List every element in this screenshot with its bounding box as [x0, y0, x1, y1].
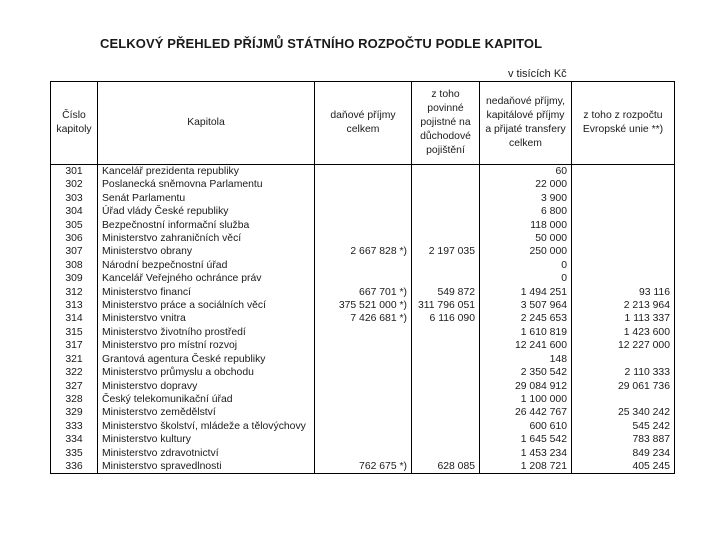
cell-eu: 1 423 600: [572, 326, 675, 339]
cell-pojisteni: 549 872: [412, 286, 480, 299]
cell-eu: [572, 219, 675, 232]
cell-pojisteni: [412, 393, 480, 406]
cell-pojisteni: [412, 232, 480, 245]
cell-eu: [572, 165, 675, 179]
table-body: [51, 165, 675, 474]
cell-eu: 12 227 000: [572, 339, 675, 352]
cell-kapitola: Národní bezpečnostní úřad: [98, 259, 315, 272]
cell-nedanove: 250 000: [480, 245, 572, 258]
cell-danove: [315, 259, 412, 272]
cell-cislo: 317: [51, 339, 98, 352]
cell-eu: 849 234: [572, 447, 675, 460]
cell-pojisteni: [412, 219, 480, 232]
cell-danove: [315, 393, 412, 406]
cell-nedanove: 29 084 912: [480, 380, 572, 393]
cell-danove: [315, 165, 412, 179]
cell-pojisteni: [412, 406, 480, 419]
cell-eu: 25 340 242: [572, 406, 675, 419]
cell-kapitola: Ministerstvo zemědělství: [98, 406, 315, 419]
cell-pojisteni: [412, 259, 480, 272]
cell-cislo: 304: [51, 205, 98, 218]
cell-danove: [315, 219, 412, 232]
cell-danove: [315, 353, 412, 366]
header-pojisteni: z toho povinné pojistné na důchodové pojištění: [412, 82, 480, 165]
cell-cislo: 307: [51, 245, 98, 258]
cell-eu: 29 061 736: [572, 380, 675, 393]
table-row: [51, 165, 675, 179]
cell-danove: [315, 433, 412, 446]
cell-cislo: 333: [51, 420, 98, 433]
cell-danove: [315, 420, 412, 433]
cell-cislo: 329: [51, 406, 98, 419]
cell-eu: 1 113 337: [572, 312, 675, 325]
cell-danove: 7 426 681 *): [315, 312, 412, 325]
table-row: [51, 433, 675, 446]
cell-pojisteni: [412, 339, 480, 352]
cell-eu: [572, 178, 675, 191]
cell-kapitola: Ministerstvo kultury: [98, 433, 315, 446]
budget-table: [50, 81, 675, 474]
table-row: [51, 312, 675, 325]
cell-cislo: 303: [51, 192, 98, 205]
cell-eu: 405 245: [572, 460, 675, 474]
cell-cislo: 306: [51, 232, 98, 245]
cell-cislo: 334: [51, 433, 98, 446]
header-kapitola: Kapitola: [98, 82, 315, 165]
cell-pojisteni: [412, 326, 480, 339]
cell-danove: [315, 192, 412, 205]
cell-kapitola: Ministerstvo školství, mládeže a tělovýchovy: [98, 420, 315, 433]
table-row: [51, 205, 675, 218]
cell-cislo: 302: [51, 178, 98, 191]
page-title: CELKOVÝ PŘEHLED PŘÍJMŮ STÁTNÍHO ROZPOČTU PODLE KAPITOL: [100, 36, 543, 51]
cell-pojisteni: 6 116 090: [412, 312, 480, 325]
cell-danove: [315, 178, 412, 191]
cell-nedanove: 0: [480, 272, 572, 285]
cell-kapitola: Ministerstvo pro místní rozvoj: [98, 339, 315, 352]
cell-cislo: 312: [51, 286, 98, 299]
cell-pojisteni: [412, 420, 480, 433]
cell-eu: 93 116: [572, 286, 675, 299]
cell-pojisteni: [412, 366, 480, 379]
cell-kapitola: Grantová agentura České republiky: [98, 353, 315, 366]
cell-danove: [315, 366, 412, 379]
cell-eu: [572, 393, 675, 406]
cell-nedanove: 12 241 600: [480, 339, 572, 352]
cell-danove: [315, 406, 412, 419]
table-row: [51, 460, 675, 474]
cell-nedanove: 3 900: [480, 192, 572, 205]
cell-cislo: 336: [51, 460, 98, 474]
table-row: [51, 326, 675, 339]
cell-cislo: 328: [51, 393, 98, 406]
header-danove: daňové příjmy celkem: [315, 82, 412, 165]
cell-danove: [315, 326, 412, 339]
cell-danove: [315, 447, 412, 460]
cell-kapitola: Ministerstvo obrany: [98, 245, 315, 258]
cell-pojisteni: [412, 433, 480, 446]
cell-nedanove: 0: [480, 259, 572, 272]
table-row: [51, 447, 675, 460]
cell-eu: 2 213 964: [572, 299, 675, 312]
cell-eu: [572, 245, 675, 258]
cell-danove: 375 521 000 *): [315, 299, 412, 312]
cell-cislo: 314: [51, 312, 98, 325]
cell-kapitola: Ministerstvo zdravotnictví: [98, 447, 315, 460]
cell-nedanove: 600 610: [480, 420, 572, 433]
cell-nedanove: 2 245 653: [480, 312, 572, 325]
cell-kapitola: Ministerstvo životního prostředí: [98, 326, 315, 339]
table-row: [51, 299, 675, 312]
table-row: [51, 420, 675, 433]
table-row: [51, 259, 675, 272]
cell-eu: 2 110 333: [572, 366, 675, 379]
cell-danove: [315, 339, 412, 352]
cell-pojisteni: [412, 178, 480, 191]
cell-danove: [315, 380, 412, 393]
cell-eu: [572, 192, 675, 205]
cell-pojisteni: 628 085: [412, 460, 480, 474]
cell-eu: 783 887: [572, 433, 675, 446]
cell-cislo: 308: [51, 259, 98, 272]
cell-danove: [315, 205, 412, 218]
cell-nedanove: 22 000: [480, 178, 572, 191]
cell-pojisteni: [412, 447, 480, 460]
cell-eu: [572, 205, 675, 218]
cell-nedanove: 1 100 000: [480, 393, 572, 406]
unit-label: v tisících Kč: [508, 68, 567, 80]
table-row: [51, 272, 675, 285]
cell-kapitola: Ministerstvo dopravy: [98, 380, 315, 393]
cell-danove: 2 667 828 *): [315, 245, 412, 258]
cell-pojisteni: 311 796 051: [412, 299, 480, 312]
table-row: [51, 178, 675, 191]
cell-pojisteni: [412, 192, 480, 205]
cell-nedanove: 3 507 964: [480, 299, 572, 312]
header-nedanove: nedaňové příjmy, kapitálové příjmy a přijaté transfery celkem: [480, 82, 572, 165]
cell-cislo: 305: [51, 219, 98, 232]
cell-eu: [572, 353, 675, 366]
cell-eu: [572, 272, 675, 285]
cell-nedanove: 1 645 542: [480, 433, 572, 446]
cell-nedanove: 50 000: [480, 232, 572, 245]
cell-kapitola: Ministerstvo průmyslu a obchodu: [98, 366, 315, 379]
table-row: [51, 366, 675, 379]
table-row: [51, 353, 675, 366]
cell-nedanove: 118 000: [480, 219, 572, 232]
cell-cislo: 313: [51, 299, 98, 312]
cell-cislo: 309: [51, 272, 98, 285]
cell-cislo: 327: [51, 380, 98, 393]
cell-nedanove: 1 208 721: [480, 460, 572, 474]
cell-nedanove: 148: [480, 353, 572, 366]
table-row: [51, 219, 675, 232]
cell-cislo: 301: [51, 165, 98, 179]
cell-nedanove: 6 800: [480, 205, 572, 218]
table-row: [51, 339, 675, 352]
cell-nedanove: 26 442 767: [480, 406, 572, 419]
cell-kapitola: Senát Parlamentu: [98, 192, 315, 205]
table-row: [51, 192, 675, 205]
cell-kapitola: Český telekomunikační úřad: [98, 393, 315, 406]
cell-danove: [315, 272, 412, 285]
table-row: [51, 380, 675, 393]
table-row: [51, 232, 675, 245]
header-eu: z toho z rozpočtu Evropské unie **): [572, 82, 675, 165]
cell-kapitola: Ministerstvo zahraničních věcí: [98, 232, 315, 245]
cell-pojisteni: [412, 205, 480, 218]
table-row: [51, 286, 675, 299]
cell-kapitola: Ministerstvo financí: [98, 286, 315, 299]
cell-kapitola: Ministerstvo práce a sociálních věcí: [98, 299, 315, 312]
cell-kapitola: Kancelář Veřejného ochránce práv: [98, 272, 315, 285]
cell-nedanove: 1 610 819: [480, 326, 572, 339]
cell-nedanove: 60: [480, 165, 572, 179]
cell-eu: 545 242: [572, 420, 675, 433]
cell-eu: [572, 232, 675, 245]
cell-pojisteni: [412, 272, 480, 285]
cell-nedanove: 1 494 251: [480, 286, 572, 299]
cell-cislo: 315: [51, 326, 98, 339]
table-header: [51, 82, 675, 165]
cell-danove: [315, 232, 412, 245]
cell-kapitola: Bezpečnostní informační služba: [98, 219, 315, 232]
cell-kapitola: Poslanecká sněmovna Parlamentu: [98, 178, 315, 191]
cell-pojisteni: 2 197 035: [412, 245, 480, 258]
table-row: [51, 393, 675, 406]
cell-nedanove: 2 350 542: [480, 366, 572, 379]
cell-danove: 762 675 *): [315, 460, 412, 474]
cell-nedanove: 1 453 234: [480, 447, 572, 460]
table-row: [51, 245, 675, 258]
cell-eu: [572, 259, 675, 272]
cell-kapitola: Úřad vlády České republiky: [98, 205, 315, 218]
cell-cislo: 321: [51, 353, 98, 366]
cell-kapitola: Kancelář prezidenta republiky: [98, 165, 315, 179]
header-cislo: Číslo kapitoly: [51, 82, 98, 165]
cell-pojisteni: [412, 380, 480, 393]
cell-kapitola: Ministerstvo vnitra: [98, 312, 315, 325]
table-row: [51, 406, 675, 419]
cell-pojisteni: [412, 353, 480, 366]
cell-pojisteni: [412, 165, 480, 179]
cell-kapitola: Ministerstvo spravedlnosti: [98, 460, 315, 474]
cell-cislo: 322: [51, 366, 98, 379]
cell-cislo: 335: [51, 447, 98, 460]
cell-danove: 667 701 *): [315, 286, 412, 299]
